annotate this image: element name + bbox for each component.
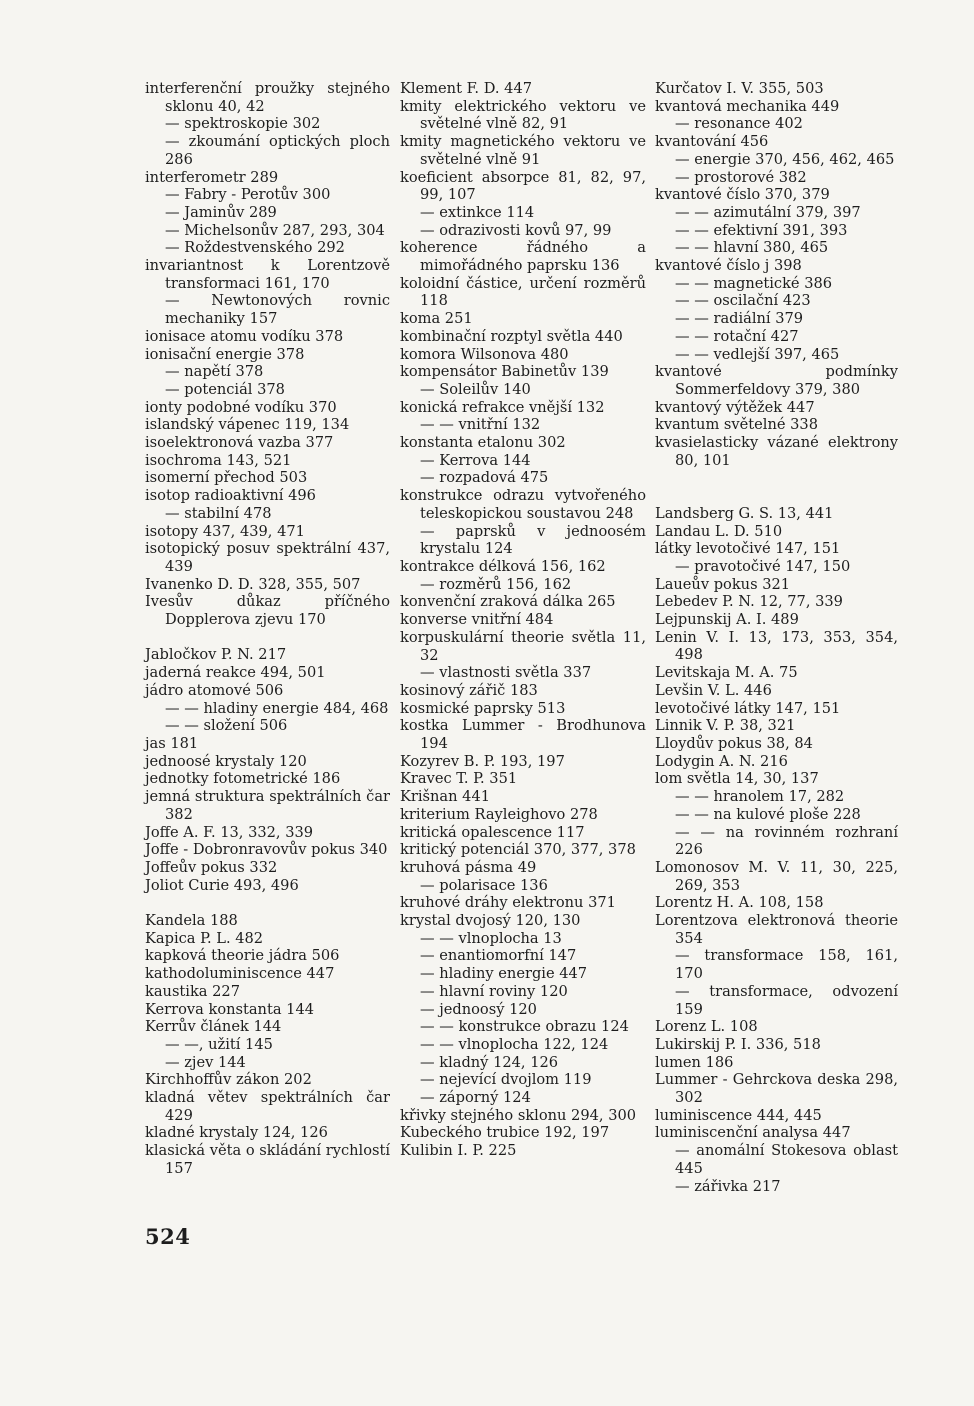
index-subentry: — záporný 124 bbox=[420, 1089, 531, 1107]
index-entry: Kravec T. P. 351 bbox=[400, 770, 518, 788]
index-entry: kvantová mechanika 449 bbox=[655, 97, 840, 115]
index-entry: konvenční zraková dálka 265 bbox=[400, 593, 616, 611]
index-subentry: — — magnetické 386 bbox=[675, 274, 833, 292]
index-entry: Krišnan 441 bbox=[400, 788, 491, 806]
index-entry: kvantové číslo j 398 bbox=[655, 257, 802, 275]
index-entry: kathodoluminiscence 447 bbox=[145, 965, 335, 983]
index-entry: kostka Lummer - Brodhunova 194 bbox=[400, 717, 646, 753]
index-subentry: — — vedlejší 397, 465 bbox=[675, 345, 840, 363]
index-subentry: — hlavní roviny 120 bbox=[420, 982, 568, 1000]
page-number: 524 bbox=[145, 1224, 191, 1249]
index-entry: lom světla 14, 30, 137 bbox=[655, 770, 819, 788]
index-entry: levotočivé látky 147, 151 bbox=[655, 699, 841, 717]
index-entry: Kapica P. L. 482 bbox=[145, 929, 264, 947]
index-entry: kruhová pásma 49 bbox=[400, 858, 537, 876]
index-entry: isochroma 143, 521 bbox=[145, 451, 292, 469]
index-entry: interferenční proužky stejného sklonu 40, 42 bbox=[145, 80, 390, 115]
index-entry: luminiscence 444, 445 bbox=[655, 1106, 822, 1124]
index-entry: Lenin V. I. 13, 173, 353, 354, 498 bbox=[655, 628, 898, 664]
index-subentry: — enantiomorfní 147 bbox=[420, 947, 577, 965]
index-entry: jednoosé krystaly 120 bbox=[145, 752, 307, 770]
index-entry: jas 181 bbox=[145, 735, 199, 752]
index-entry: kriterium Rayleighovo 278 bbox=[400, 805, 598, 823]
letter-gap bbox=[655, 469, 898, 487]
index-entry: isoelektronová vazba 377 bbox=[145, 434, 334, 452]
index-entry: invariantnost k Lorentzově transformaci 161, 170 bbox=[145, 257, 390, 292]
letter-gap bbox=[145, 629, 390, 647]
index-entry: kladná větev spektrálních čar 429 bbox=[145, 1089, 390, 1124]
index-subentry: — polarisace 136 bbox=[420, 876, 548, 894]
index-subentry: — paprsků v jednoosém krystalu 124 bbox=[420, 522, 646, 558]
index-entry: kritická opalescence 117 bbox=[400, 823, 585, 841]
index-entry: Ivesův důkaz příčného Dopplerova zjevu 170 bbox=[145, 593, 390, 629]
index-subentry: — — azimutální 379, 397 bbox=[675, 203, 861, 221]
index-subentry: — — oscilační 423 bbox=[675, 292, 811, 310]
index-subentry: — extinkce 114 bbox=[420, 203, 535, 221]
index-entry: látky levotočivé 147, 151 bbox=[655, 540, 841, 558]
index-subentry: — napětí 378 bbox=[165, 363, 264, 381]
letter-gap bbox=[655, 487, 898, 505]
index-entry: ionisace atomu vodíku 378 bbox=[145, 327, 344, 345]
index-subentry: — spektroskopie 302 bbox=[165, 115, 321, 133]
index-entry: Lomonosov M. V. 11, 30, 225, 269, 353 bbox=[655, 858, 898, 894]
index-entry: Kulibin I. P. 225 bbox=[400, 1142, 517, 1160]
index-subentry: — transformace, odvození 159 bbox=[675, 982, 898, 1018]
index-entry: komora Wilsonova 480 bbox=[400, 345, 569, 363]
index-entry: kmity magnetického vektoru ve světelné vlně 91 bbox=[400, 133, 646, 168]
index-entry: Lejpunskij A. I. 489 bbox=[655, 611, 799, 629]
index-entry: Joffeův pokus 332 bbox=[145, 858, 278, 876]
index-entry: krystal dvojosý 120, 130 bbox=[400, 912, 581, 930]
index-column-3 bbox=[655, 80, 898, 1195]
index-subentry: — — radiální 379 bbox=[675, 310, 804, 328]
index-subentry: — vlastnosti světla 337 bbox=[420, 664, 592, 682]
index-entry: Landau L. D. 510 bbox=[655, 522, 783, 540]
index-subentry: — — hlavní 380, 465 bbox=[675, 239, 829, 257]
index-entry: Linnik V. P. 38, 321 bbox=[655, 717, 796, 735]
index-subentry: — energie 370, 456, 462, 465 bbox=[675, 150, 895, 168]
index-entry: Landsberg G. S. 13, 441 bbox=[655, 504, 834, 522]
index-entry: konverse vnitřní 484 bbox=[400, 611, 554, 629]
index-entry: interferometr 289 bbox=[145, 168, 279, 186]
index-subentry: — Soleilův 140 bbox=[420, 380, 531, 398]
index-subentry: — rozměrů 156, 162 bbox=[420, 575, 572, 593]
index-subentry: — Newtonových rovnic mechaniky 157 bbox=[165, 292, 390, 328]
index-entry: kaustika 227 bbox=[145, 982, 241, 1000]
index-subentry: — — vlnoplocha 122, 124 bbox=[420, 1035, 609, 1053]
index-entry: kompensátor Babinetův 139 bbox=[400, 363, 609, 381]
index-entry: jádro atomové 506 bbox=[145, 681, 284, 699]
index-entry: Joffe A. F. 13, 332, 339 bbox=[145, 823, 314, 841]
index-entry: kosmické paprsky 513 bbox=[400, 699, 566, 717]
index-entry: Jabločkov P. N. 217 bbox=[145, 646, 287, 664]
index-column-2 bbox=[400, 80, 646, 1160]
index-entry: islandský vápenec 119, 134 bbox=[145, 416, 350, 434]
index-entry: Kubeckého trubice 192, 197 bbox=[400, 1124, 610, 1142]
index-entry: Lorentzova elektronová theorie 354 bbox=[655, 912, 898, 947]
index-subentry: — Roždestvenského 292 bbox=[165, 239, 345, 257]
index-subentry: — kladný 124, 126 bbox=[420, 1053, 559, 1071]
index-entry: isotopický posuv spektrální 437, 439 bbox=[145, 540, 390, 575]
index-subentry: — rozpadová 475 bbox=[420, 469, 549, 487]
index-entry: ionisační energie 378 bbox=[145, 345, 305, 363]
index-subentry: — — hranolem 17, 282 bbox=[675, 788, 845, 806]
index-entry: křivky stejného sklonu 294, 300 bbox=[400, 1106, 637, 1124]
index-entry: konická refrakce vnější 132 bbox=[400, 398, 605, 416]
index-entry: isomerní přechod 503 bbox=[145, 469, 308, 487]
index-entry: kvantum světelné 338 bbox=[655, 416, 818, 434]
index-subentry: — Fabry - Perotův 300 bbox=[165, 186, 331, 204]
index-entry: Lukirskij P. I. 336, 518 bbox=[655, 1035, 821, 1053]
index-subentry: — hladiny energie 447 bbox=[420, 965, 588, 983]
index-entry: jemná struktura spektrálních čar 382 bbox=[145, 788, 390, 823]
index-entry: Kerrova konstanta 144 bbox=[145, 1000, 315, 1018]
index-subentry: — — složení 506 bbox=[165, 717, 288, 735]
index-entry: kontrakce délková 156, 162 bbox=[400, 557, 606, 575]
index-subentry: — Michelsonův 287, 293, 304 bbox=[165, 221, 385, 239]
index-subentry: — Jaminův 289 bbox=[165, 203, 277, 221]
index-entry: Lodygin A. N. 216 bbox=[655, 752, 788, 770]
index-entry: kmity elektrického vektoru ve světelné vlně 82, 91 bbox=[400, 97, 646, 133]
index-entry: kosinový zářič 183 bbox=[400, 681, 538, 699]
index-entry: kapková theorie jádra 506 bbox=[145, 947, 340, 965]
index-entry: Ivanenko D. D. 328, 355, 507 bbox=[145, 575, 361, 593]
index-subentry: — — rotační 427 bbox=[675, 327, 799, 345]
index-subentry: — resonance 402 bbox=[675, 115, 803, 133]
index-entry: kvantový výtěžek 447 bbox=[655, 398, 815, 416]
index-entry: Levšin V. L. 446 bbox=[655, 681, 772, 699]
index-entry: isotop radioaktivní 496 bbox=[145, 487, 316, 505]
index-entry: Joffe - Dobronravovův pokus 340 bbox=[145, 841, 388, 859]
index-entry: kvantové číslo 370, 379 bbox=[655, 186, 830, 204]
index-entry: kruhové dráhy elektronu 371 bbox=[400, 894, 616, 912]
index-entry: klasická věta o skládání rychlostí 157 bbox=[145, 1142, 390, 1177]
index-entry: Kandela 188 bbox=[145, 912, 238, 930]
index-entry: Levitskaja M. A. 75 bbox=[655, 664, 798, 682]
index-entry: kvantování 456 bbox=[655, 133, 769, 151]
index-entry: koeficient absorpce 81, 82, 97, 99, 107 bbox=[400, 168, 646, 204]
index-entry: Laueův pokus 321 bbox=[655, 575, 791, 593]
index-subentry: — — vlnoplocha 13 bbox=[420, 929, 562, 947]
index-subentry: — — konstrukce obrazu 124 bbox=[420, 1018, 629, 1036]
index-subentry: — nejevící dvojlom 119 bbox=[420, 1071, 592, 1089]
index-entry: jaderná reakce 494, 501 bbox=[145, 664, 326, 682]
index-entry: ionty podobné vodíku 370 bbox=[145, 398, 337, 416]
index-entry: lumen 186 bbox=[655, 1053, 734, 1071]
index-entry: kladné krystaly 124, 126 bbox=[145, 1124, 328, 1142]
index-entry: Kozyrev B. P. 193, 197 bbox=[400, 752, 565, 770]
index-entry: jednotky fotometrické 186 bbox=[145, 770, 341, 788]
index-subentry: — — efektivní 391, 393 bbox=[675, 221, 848, 239]
index-entry: koma 251 bbox=[400, 310, 473, 328]
index-subentry: — —, užití 145 bbox=[165, 1035, 273, 1053]
index-entry: kvasielasticky vázané elektrony 80, 101 bbox=[655, 434, 898, 469]
index-entry: kritický potenciál 370, 377, 378 bbox=[400, 841, 636, 859]
index-entry: kvantové podmínky Sommerfeldovy 379, 380 bbox=[655, 363, 898, 398]
index-entry: Lebedev P. N. 12, 77, 339 bbox=[655, 593, 843, 611]
index-entry: korpuskulární theorie světla 11, 32 bbox=[400, 628, 646, 664]
index-subentry: — — na rovinném rozhraní 226 bbox=[675, 823, 898, 859]
index-entry: koherence řádného a mimořádného paprsku 136 bbox=[400, 239, 646, 275]
index-entry: konstanta etalonu 302 bbox=[400, 434, 566, 452]
index-subentry: — anomální Stokesova oblast 445 bbox=[675, 1142, 898, 1177]
index-subentry: — potenciál 378 bbox=[165, 380, 285, 398]
index-entry: isotopy 437, 439, 471 bbox=[145, 522, 305, 540]
index-column-1 bbox=[145, 80, 390, 1178]
index-subentry: — odrazivosti kovů 97, 99 bbox=[420, 221, 612, 239]
index-subentry: — zkoumání optických ploch 286 bbox=[165, 133, 390, 168]
index-subentry: — pravotočivé 147, 150 bbox=[675, 557, 851, 575]
index-entry: konstrukce odrazu vytvořeného teleskopickou soustavou 248 bbox=[400, 487, 646, 522]
index-entry: Lloydův pokus 38, 84 bbox=[655, 734, 813, 752]
index-subentry: — zjev 144 bbox=[165, 1053, 246, 1071]
index-entry: Joliot Curie 493, 496 bbox=[145, 876, 299, 894]
index-entry: luminiscenční analysa 447 bbox=[655, 1124, 851, 1142]
index-subentry: — stabilní 478 bbox=[165, 504, 272, 522]
index-subentry: — zářivka 217 bbox=[675, 1177, 781, 1195]
index-entry: Kirchhoffův zákon 202 bbox=[145, 1071, 312, 1089]
index-entry: Klement F. D. 447 bbox=[400, 80, 533, 97]
index-entry: Kerrův článek 144 bbox=[145, 1018, 282, 1036]
index-entry: Lorenz L. 108 bbox=[655, 1018, 758, 1036]
index-subentry: — — na kulové ploše 228 bbox=[675, 805, 861, 823]
index-entry: Lorentz H. A. 108, 158 bbox=[655, 894, 824, 912]
index-subentry: — — hladiny energie 484, 468 bbox=[165, 699, 389, 717]
index-subentry: — transformace 158, 161, 170 bbox=[675, 947, 898, 983]
index-entry: kombinační rozptyl světla 440 bbox=[400, 327, 623, 345]
letter-gap bbox=[145, 894, 390, 912]
index-subentry: — jednoosý 120 bbox=[420, 1000, 537, 1018]
index-subentry: — Kerrova 144 bbox=[420, 451, 531, 469]
index-entry: koloidní částice, určení rozměrů 118 bbox=[400, 274, 646, 310]
index-entry: Kurčatov I. V. 355, 503 bbox=[655, 80, 824, 97]
index-subentry: — prostorové 382 bbox=[675, 168, 807, 186]
index-entry: Lummer - Gehrckova deska 298, 302 bbox=[655, 1071, 898, 1107]
index-subentry: — — vnitřní 132 bbox=[420, 416, 541, 434]
